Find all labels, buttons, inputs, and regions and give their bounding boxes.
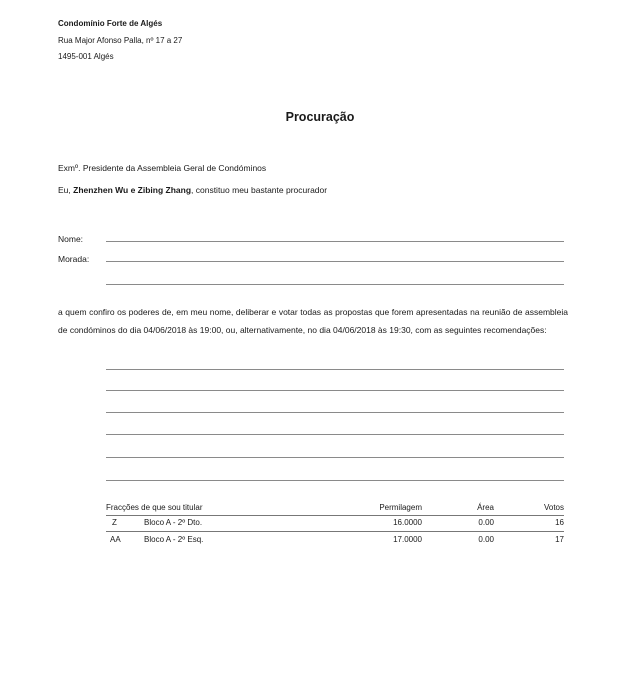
condominium-address: Rua Major Afonso Palla, nº 17 a 27	[58, 35, 183, 45]
recommendation-line-6	[106, 480, 564, 481]
fraction-description: Bloco A - 2º Esq.	[144, 535, 204, 544]
nome-line	[106, 241, 564, 242]
intro-line	[58, 185, 327, 195]
fraction-permilagem: 16.0000	[393, 518, 422, 527]
header-fraccoes: Fracções de que sou titular	[106, 503, 203, 512]
header-permilagem: Permilagem	[379, 503, 422, 512]
nome-label: Nome:	[58, 234, 84, 244]
owner-names: Zhenzhen Wu e Zibing Zhang	[73, 185, 192, 195]
fraction-area: 0.00	[478, 535, 494, 544]
recommendation-line-2	[106, 390, 564, 391]
table-header-rule	[106, 515, 564, 516]
morada-line-2	[106, 284, 564, 285]
header-area: Área	[477, 503, 494, 512]
table-row	[0, 518, 640, 530]
fraction-votos: 16	[555, 518, 564, 527]
document-title: Procuração	[285, 110, 355, 124]
table-row	[0, 535, 640, 547]
intro-prefix: Eu,	[58, 185, 74, 195]
fraction-description: Bloco A - 2º Dto.	[144, 518, 203, 527]
recommendation-line-5	[106, 457, 564, 458]
recommendation-line-3	[106, 412, 564, 413]
condominium-postcode: 1495-001 Algés	[58, 52, 114, 61]
recommendation-line-1	[106, 369, 564, 370]
table-row-rule	[106, 531, 564, 532]
morada-label: Morada:	[58, 254, 90, 264]
fraction-area: 0.00	[478, 518, 494, 527]
recommendation-line-4	[106, 434, 564, 435]
intro-suffix: , constituo meu bastante procurador	[191, 185, 328, 195]
morada-line-1	[106, 261, 564, 262]
fraction-code: Z	[112, 518, 117, 527]
powers-paragraph: a quem confiro os poderes de, em meu nome, deliberar e votar todas as propostas que forem apresentadas na reunião de assembleia de condóminos do dia 04/06/2018 às 19:00, ou, alternativamente, no dia 04/06/2018 às 19:30, com as seguintes recomendações:	[58, 307, 568, 335]
fraction-code: AA	[110, 535, 121, 544]
salutation: Exmº. Presidente da Assembleia Geral de Condóminos	[58, 163, 267, 173]
fraction-permilagem: 17.0000	[393, 535, 422, 544]
fraction-votos: 17	[555, 535, 564, 544]
condominium-header	[58, 16, 182, 66]
header-votos: Votos	[543, 503, 564, 512]
condominium-name: Condomínio Forte de Algés	[58, 19, 163, 28]
fractions-table-header	[0, 503, 640, 515]
